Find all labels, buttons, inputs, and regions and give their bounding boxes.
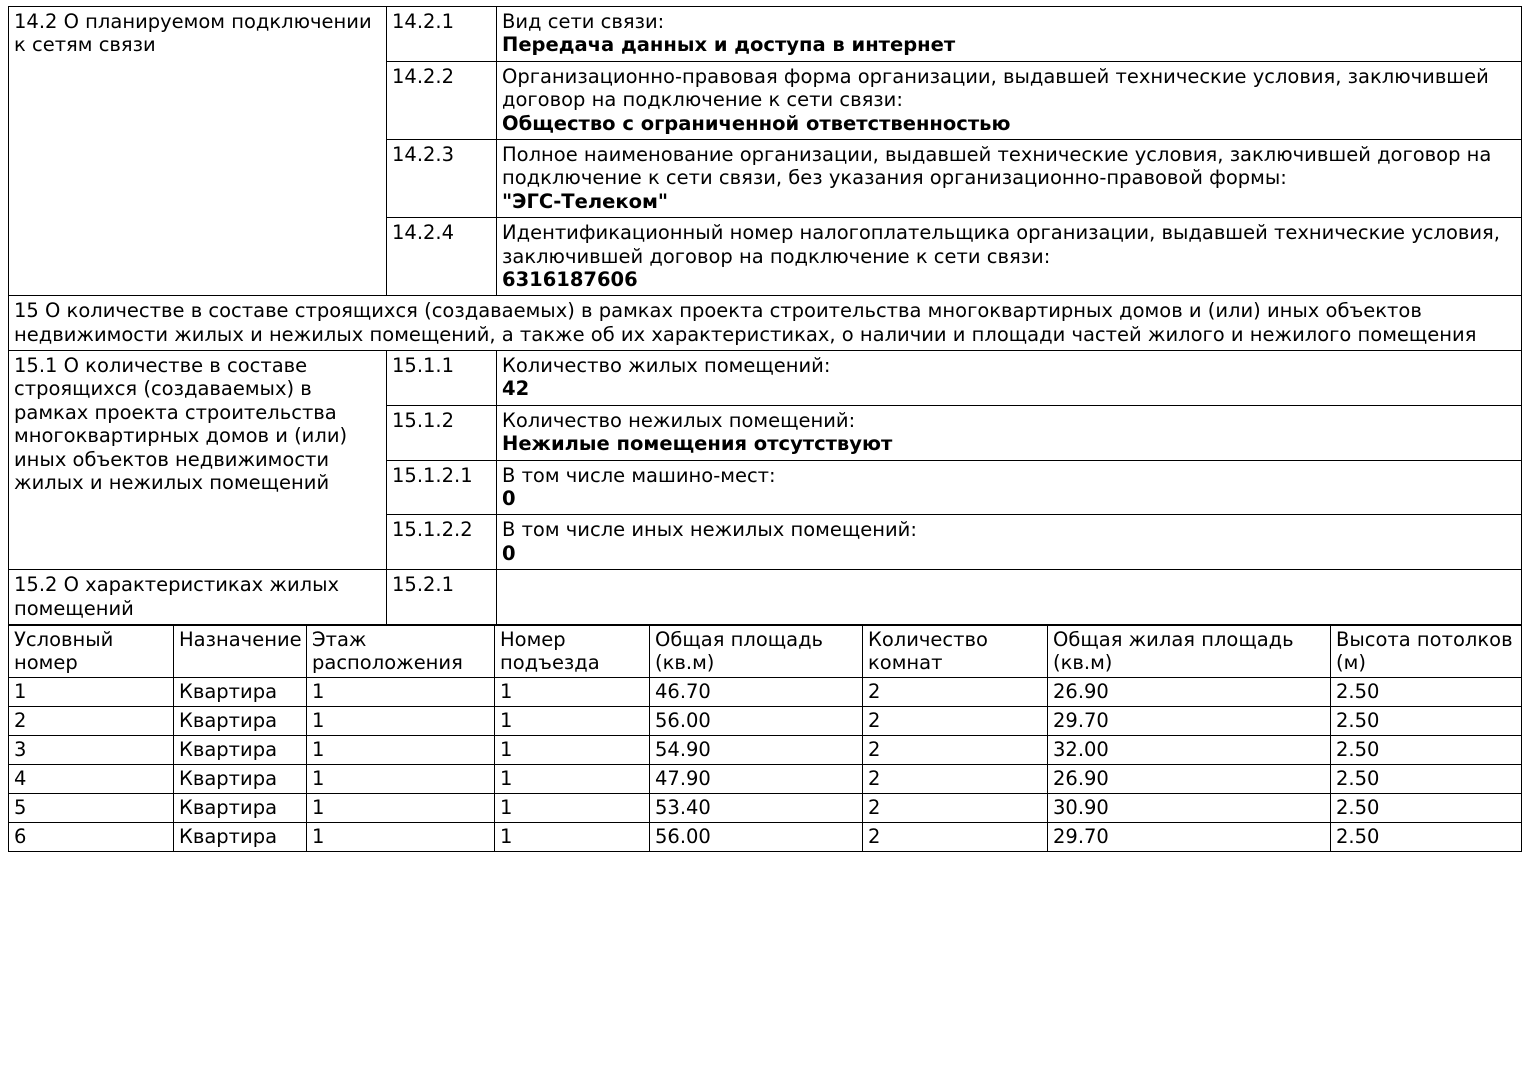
table-row: [9, 822, 1522, 851]
row-label: Идентификационный номер налогоплательщика организации, выдавшей технические условия, заключившей договор на подключение к сети связи:: [502, 221, 1500, 268]
table-row: [9, 793, 1522, 822]
cell-conditional-number: 5: [9, 793, 174, 822]
cell-living-area: 29.70: [1048, 822, 1331, 851]
cell-floor: 1: [307, 764, 495, 793]
table-row: [9, 764, 1522, 793]
cell-living-area: 30.90: [1048, 793, 1331, 822]
table-row: [9, 296, 1522, 351]
cell-living-area: 26.90: [1048, 677, 1331, 706]
cell-entrance: 1: [495, 822, 650, 851]
cell-entrance: 1: [495, 764, 650, 793]
row-label: Полное наименование организации, выдавшей технические условия, заключившей договор на подключение к сети связи, без указания организационно-правовой формы:: [502, 142, 1492, 190]
cell-purpose: Квартира: [174, 822, 307, 851]
cell-rooms: 2: [863, 822, 1048, 851]
cell-purpose: Квартира: [174, 764, 307, 793]
cell-ceiling-height: 2.50: [1331, 706, 1522, 735]
apartments-table-header-row: [9, 625, 1522, 677]
cell-conditional-number: 6: [9, 822, 174, 851]
row-value: 0: [502, 487, 516, 511]
cell-living-area: 29.70: [1048, 706, 1331, 735]
row-content: [497, 61, 1522, 139]
row-number: 15.2.1: [387, 570, 497, 625]
row-value: 6316187606: [502, 267, 638, 291]
row-value: 0: [502, 541, 516, 565]
declaration-table: [8, 6, 1522, 625]
cell-rooms: 2: [863, 735, 1048, 764]
table-row: [9, 706, 1522, 735]
column-header-ceiling-height: Высота потолков (м): [1331, 625, 1522, 677]
row-label: Количество нежилых помещений:: [502, 408, 856, 432]
row-content: [497, 515, 1522, 570]
row-number: 15.1.2.2: [387, 515, 497, 570]
cell-living-area: 32.00: [1048, 735, 1331, 764]
row-content: [497, 139, 1522, 217]
column-header-conditional-number: Условный номер: [9, 625, 174, 677]
row-label: Организационно-правовая форма организации, выдавшей технические условия, заключившей договор на подключение к сети связи:: [502, 64, 1489, 112]
cell-floor: 1: [307, 677, 495, 706]
row-value: 42: [502, 377, 530, 401]
cell-total-area: 56.00: [650, 822, 863, 851]
row-value: Нежилые помещения отсутствуют: [502, 432, 893, 456]
row-number: 14.2.2: [387, 61, 497, 139]
cell-rooms: 2: [863, 677, 1048, 706]
table-row: [9, 7, 1522, 62]
cell-floor: 1: [307, 793, 495, 822]
table-row: [9, 677, 1522, 706]
cell-conditional-number: 2: [9, 706, 174, 735]
cell-total-area: 56.00: [650, 706, 863, 735]
table-row: [9, 735, 1522, 764]
row-number: 14.2.3: [387, 139, 497, 217]
cell-ceiling-height: 2.50: [1331, 735, 1522, 764]
cell-entrance: 1: [495, 793, 650, 822]
cell-total-area: 46.70: [650, 677, 863, 706]
cell-living-area: 26.90: [1048, 764, 1331, 793]
column-header-total-area: Общая площадь (кв.м): [650, 625, 863, 677]
row-number: 15.1.2: [387, 405, 497, 460]
cell-entrance: 1: [495, 735, 650, 764]
cell-conditional-number: 3: [9, 735, 174, 764]
cell-ceiling-height: 2.50: [1331, 793, 1522, 822]
row-label: В том числе машино-мест:: [502, 463, 776, 487]
table-row: [9, 351, 1522, 406]
cell-rooms: 2: [863, 706, 1048, 735]
row-label: В том числе иных нежилых помещений:: [502, 518, 917, 542]
row-content: [497, 405, 1522, 460]
cell-conditional-number: 1: [9, 677, 174, 706]
cell-total-area: 54.90: [650, 735, 863, 764]
row-number: 15.1.1: [387, 351, 497, 406]
cell-total-area: 47.90: [650, 764, 863, 793]
cell-purpose: Квартира: [174, 706, 307, 735]
section-15-title: 15 О количестве в составе строящихся (создаваемых) в рамках проекта строительства многоквартирных домов и (или) иных объектов недвижимости жилых и нежилых помещений, а также об их характеристиках, о наличии и площади частей жилого и нежилого помещения: [9, 296, 1522, 351]
row-label: Вид сети связи:: [502, 10, 665, 33]
row-number: 14.2.1: [387, 7, 497, 62]
row-value: "ЭГС-Телеком": [502, 189, 669, 213]
cell-ceiling-height: 2.50: [1331, 822, 1522, 851]
column-header-purpose: Назначение: [174, 625, 307, 677]
row-number: 15.1.2.1: [387, 460, 497, 515]
section-14-2-title: 14.2 О планируемом подключении к сетям связи: [9, 7, 387, 296]
section-15-1-title: 15.1 О количестве в составе строящихся (создаваемых) в рамках проекта строительства многоквартирных домов и (или) иных объектов недвижимости жилых и нежилых помещений: [9, 351, 387, 570]
column-header-rooms: Количество комнат: [863, 625, 1048, 677]
row-content: [497, 218, 1522, 296]
column-header-living-area: Общая жилая площадь (кв.м): [1048, 625, 1331, 677]
row-content: [497, 460, 1522, 515]
cell-rooms: 2: [863, 793, 1048, 822]
cell-total-area: 53.40: [650, 793, 863, 822]
cell-floor: 1: [307, 706, 495, 735]
row-content: [497, 7, 1522, 62]
column-header-floor: Этаж расположения: [307, 625, 495, 677]
cell-ceiling-height: 2.50: [1331, 677, 1522, 706]
section-15-2-title: 15.2 О характеристиках жилых помещений: [9, 570, 387, 625]
cell-purpose: Квартира: [174, 793, 307, 822]
cell-rooms: 2: [863, 764, 1048, 793]
cell-ceiling-height: 2.50: [1331, 764, 1522, 793]
cell-conditional-number: 4: [9, 764, 174, 793]
cell-purpose: Квартира: [174, 735, 307, 764]
row-value: Передача данных и доступа в интернет: [502, 33, 956, 57]
table-row: [9, 570, 1522, 625]
cell-entrance: 1: [495, 706, 650, 735]
row-label: Количество жилых помещений:: [502, 354, 831, 378]
row-value: Общество с ограниченной ответственностью: [502, 111, 1011, 135]
column-header-entrance: Номер подъезда: [495, 625, 650, 677]
row-number: 14.2.4: [387, 218, 497, 296]
cell-purpose: Квартира: [174, 677, 307, 706]
cell-floor: 1: [307, 822, 495, 851]
cell-floor: 1: [307, 735, 495, 764]
row-content: [497, 570, 1522, 625]
row-content: [497, 351, 1522, 406]
apartments-table: [8, 625, 1522, 852]
cell-entrance: 1: [495, 677, 650, 706]
